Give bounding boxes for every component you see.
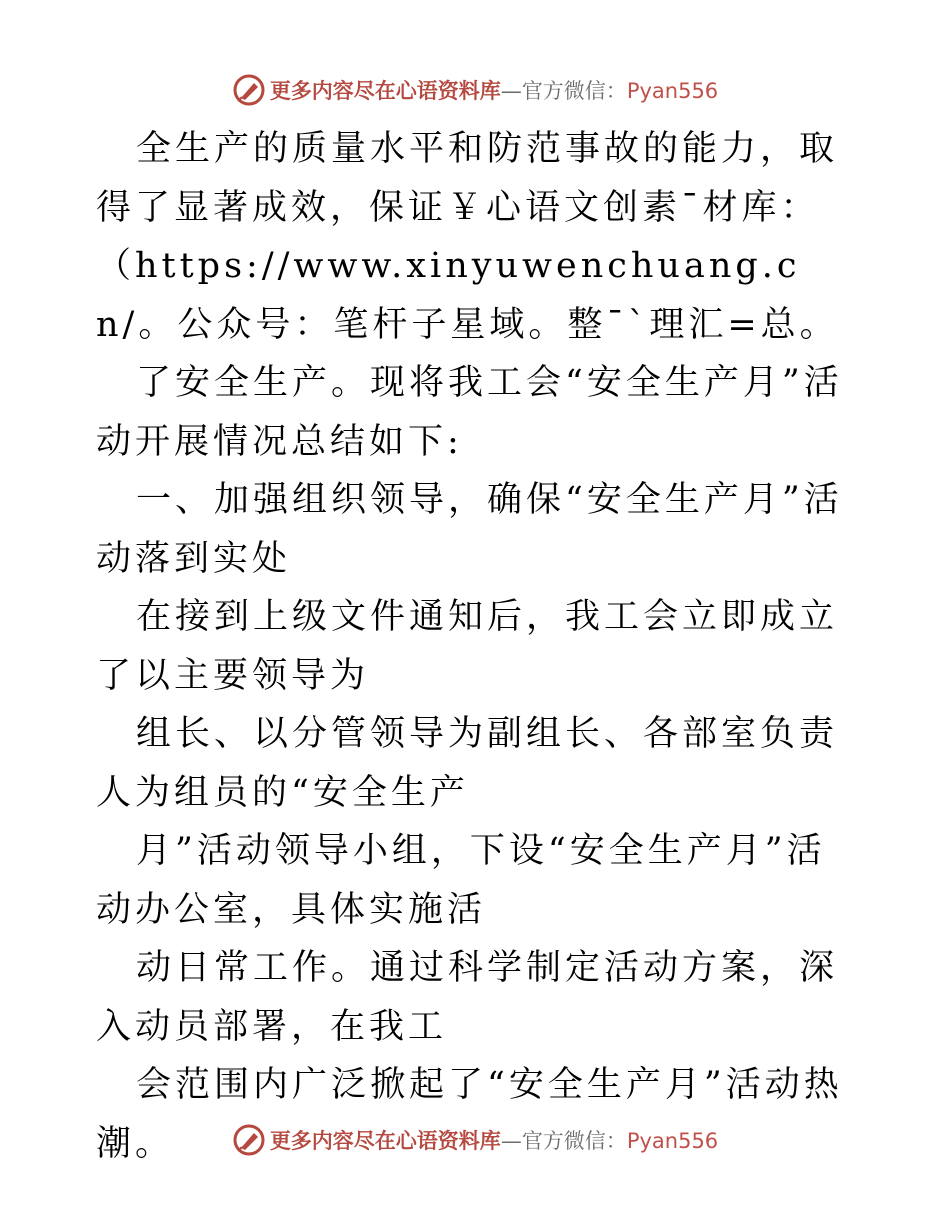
paragraph-3: 一、加强组织领导，确保“安全生产月”活动落到实处 — [96, 480, 843, 579]
watermark-text — [270, 1125, 718, 1155]
footer-watermark — [0, 1120, 950, 1160]
paragraph-4: 在接到上级文件通知后，我工会立即成立了以主要领导为 — [96, 597, 839, 696]
header-watermark — [0, 70, 950, 110]
paragraph-6: 月”活动领导小组，下设“安全生产月”活动办公室，具体实施活 — [96, 831, 826, 930]
document-body — [96, 120, 856, 1173]
watermark-main: 更多内容尽在心语资料库 — [269, 1129, 501, 1153]
watermark-main: 更多内容尽在心语资料库 — [269, 79, 501, 103]
paragraph-2: 了安全生产。现将我工会“安全生产月”活动开展情况总结如下: — [96, 363, 843, 462]
paragraph-1: 全生产的质量水平和防范事故的能力，取得了显著成效，保证￥心语文创素¯材库：（https://www.xinyuwenchuang.cn/。公众号：笔杆子星域。整¯`理汇=总。 — [96, 129, 839, 345]
watermark-account: Pyan556 — [626, 1129, 719, 1153]
paragraph-5: 组长、以分管领导为副组长、各部室负责人为组员的“安全生产 — [96, 714, 839, 813]
paragraph-7: 动日常工作。通过科学制定活动方案，深入动员部署，在我工 — [96, 948, 839, 1047]
watermark-official: 官方微信： — [521, 79, 627, 103]
watermark-text — [270, 75, 718, 105]
watermark-account: Pyan556 — [626, 79, 719, 103]
paragraph-8: 会范围内广泛掀起了“安全生产月”活动热潮。 — [96, 1065, 843, 1164]
pen-nib-logo-icon — [232, 73, 266, 107]
watermark-official: 官方微信： — [521, 1129, 627, 1153]
watermark-dash: — — [500, 79, 522, 103]
watermark-dash: — — [500, 1129, 522, 1153]
pen-nib-logo-icon — [232, 1123, 266, 1157]
